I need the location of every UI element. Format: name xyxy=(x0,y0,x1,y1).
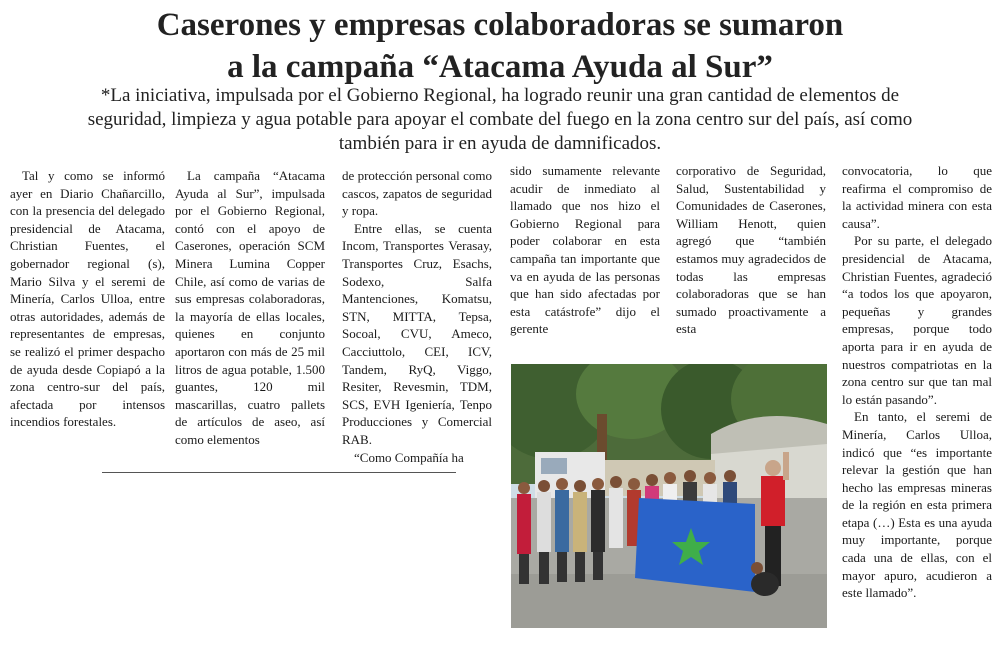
column-divider-rule xyxy=(102,472,456,473)
paragraph: “Como Compañía ha xyxy=(354,449,464,465)
article-photo xyxy=(511,364,827,628)
paragraph: convocatoria, lo que reafirma el compromiso de la actividad minera con esta causa”. xyxy=(842,163,992,231)
paragraph: corporativo de Seguridad, Salud, Sustentabilidad y Comunidades de Caserones, William Henott, quien agregó que “también estamos muy agradecidos de todas las empresas colaboradoras que se han sumado proactivamente a esta xyxy=(676,163,826,337)
subhead-line-2: seguridad, limpieza y agua potable para apoyar el combate del fuego en la zona centro sur del país, así como xyxy=(87,109,913,130)
group-photo-illustration xyxy=(511,364,827,628)
article-column-2 xyxy=(175,167,325,449)
subheadline xyxy=(10,84,990,156)
article-column-6 xyxy=(842,162,992,602)
article-column-3 xyxy=(342,167,492,466)
headline xyxy=(20,4,980,88)
subhead-line-3: también para ir en ayuda de damnificados. xyxy=(338,133,662,154)
paragraph: sido sumamente relevante acudir de inmediato al llamado que nos hizo el Gobierno Regional para poder colaborar en esta campaña tan importante que va en ayuda de las personas que han sido afectadas por esta catástrofe” dijo el gerente xyxy=(510,163,660,337)
paragraph: Entre ellas, se cuenta Incom, Transportes Verasay, Transportes Cruz, Esachs, Sodexo, Salfa Mantenciones, Komatsu, STN, MITTA, Tepsa, Socoal, CVU, Ameco, Cacciuttolo, CEI, ICV, Tandem, RyQ, Viggo, Resiter, Revesmin, TDM, SCS, EVH Igeniería, Tenpo Producciones y Comercial RAB. xyxy=(342,220,492,447)
paragraph: La campaña “Atacama Ayuda al Sur”, impulsada por el Gobierno Regional, contó con el apoyo de Caserones, operación SCM Minera Lumina Copper Chile, así como de varias de sus empresas colaboradoras, la mayoría de ellas locales, quienes en conjunto aportaron con más de 25 mil litros de agua potable, 1.500 guantes, 120 mil mascarillas, cuatro pallets de artículos de aseo, así como elementos xyxy=(175,168,325,447)
headline-line-2: a la campaña “Atacama Ayuda al Sur” xyxy=(227,49,773,85)
article-column-5 xyxy=(676,162,826,338)
article-column-1 xyxy=(10,167,165,431)
paragraph: En tanto, el seremi de Minería, Carlos Ulloa, indicó que “es importante relevar la gestión que han hecho las empresas mineras de la región en esta primera etapa (…) Esta es una ayuda muy importante, porque cada una de ellas, con el mayor apuro, acudieron a este llamado”. xyxy=(842,409,992,601)
paragraph: de protección personal como cascos, zapatos de seguridad y ropa. xyxy=(342,168,492,219)
subhead-line-1: *La iniciativa, impulsada por el Gobierno Regional, ha logrado reunir una gran cantidad de elementos de xyxy=(100,85,900,106)
article-column-4 xyxy=(510,162,660,338)
headline-line-1: Caserones y empresas colaboradoras se sumaron xyxy=(156,7,844,43)
paragraph: Por su parte, el delegado presidencial de Atacama, Christian Fuentes, agradeció “a todos los que apoyaron, pequeñas y grandes empresas, porque todo aporta para ir en ayuda de nuestros compatriotas en la zona centro sur que tan mal lo están pasando”. xyxy=(842,233,992,407)
paragraph: Tal y como se informó ayer en Diario Chañarcillo, con la presencia del delegado presidencial de Atacama, Christian Fuentes, el gobernador regional (s), Mario Silva y el seremi de Minería, Carlos Ulloa, entre otras autoridades, además de representantes de empresas, se realizó el primer despacho de ayuda desde Copiapó a la zona centro-sur del país, afectada por intensos incendios forestales. xyxy=(10,168,165,430)
